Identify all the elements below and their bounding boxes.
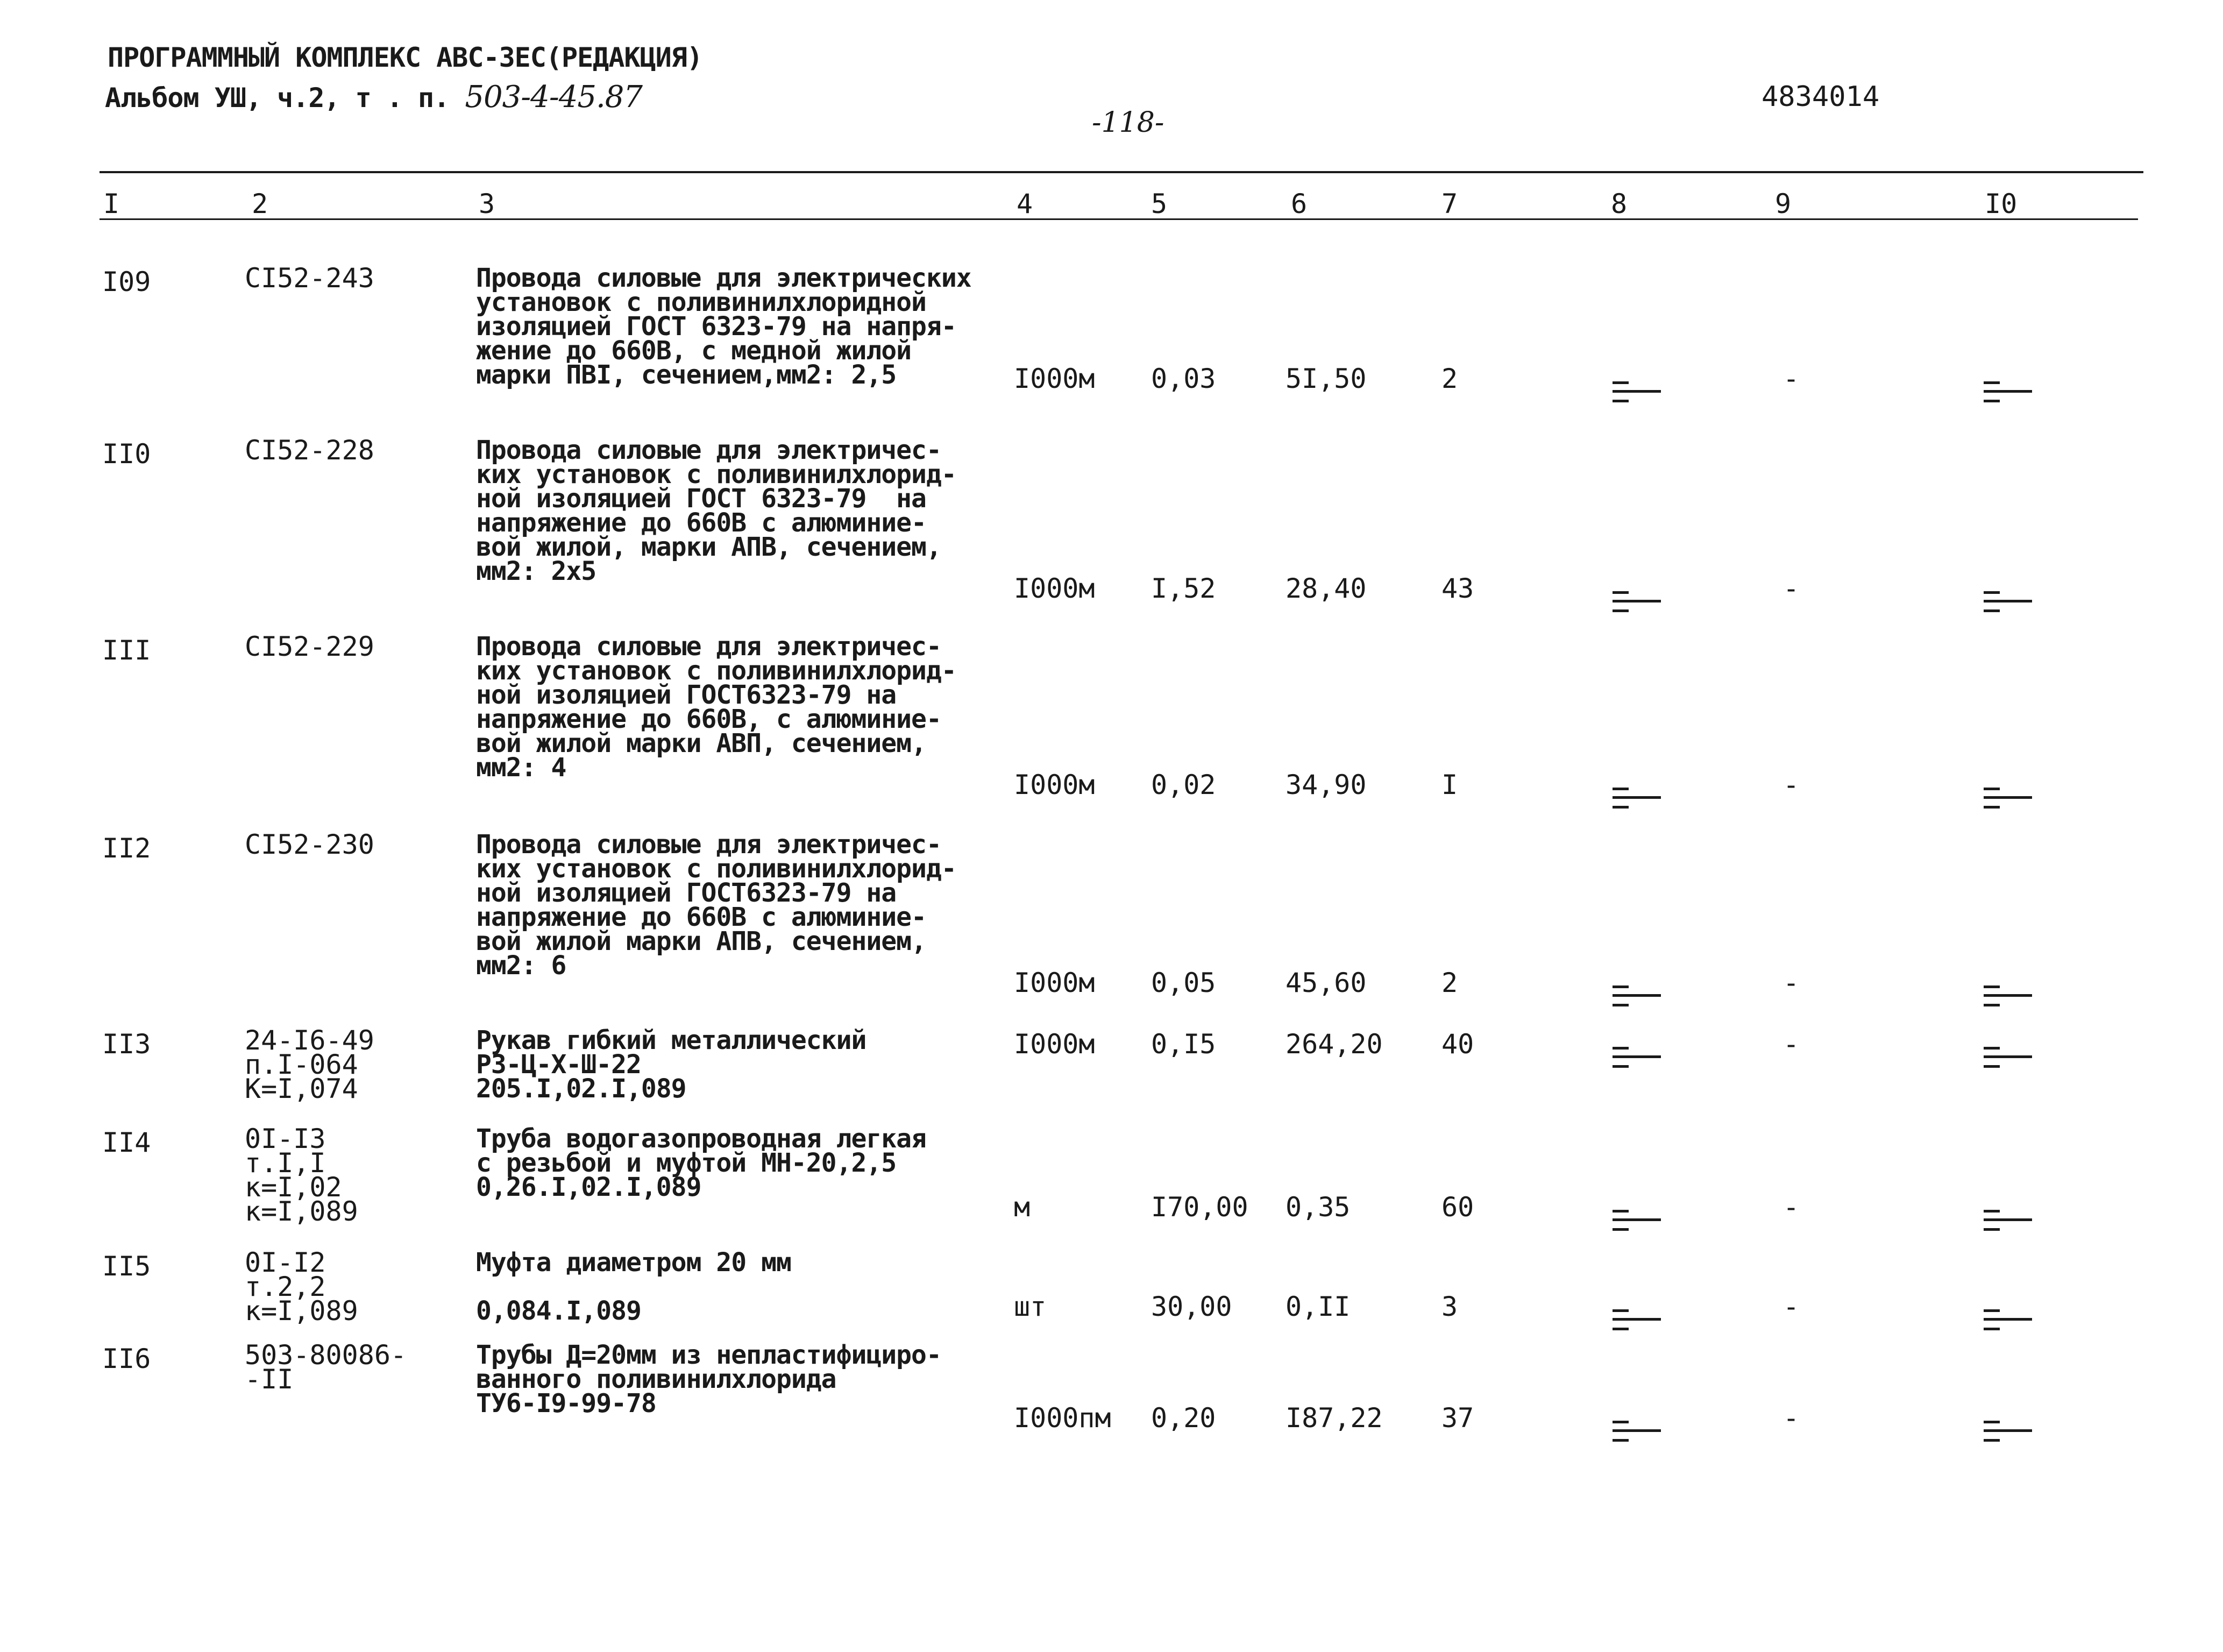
ditto-stroke [1984, 1004, 2000, 1006]
price-code: CI52-228 [245, 435, 374, 466]
row-number: III [102, 635, 151, 666]
price-code: CI52-243 [245, 263, 374, 294]
quantity: I70,00 [1151, 1192, 1248, 1223]
unit-of-measure: I000м [1014, 967, 1095, 998]
item-description: Провода силовые для электричес- ких установок с поливинилхлорид- ной изоляцией ГОСТ6323-79 на напряжение до 660В, с алюминие- вой жилой марки АВП, сечением, мм2: 4 [476, 632, 956, 783]
column-header-9: 9 [1775, 188, 1792, 219]
ditto-stroke [1984, 1309, 2000, 1312]
column-9-value: - [1783, 573, 1800, 604]
unit-of-measure: шт [1014, 1291, 1047, 1322]
ditto-mark-col8 [1608, 379, 1662, 406]
column-header-4: 4 [1017, 188, 1033, 219]
ditto-stroke [1613, 1318, 1661, 1321]
ditto-mark-col8 [1608, 785, 1662, 812]
top-rule [100, 171, 2143, 173]
ditto-stroke [1613, 1004, 1629, 1006]
unit-price: 0,35 [1285, 1192, 1351, 1223]
ditto-stroke [1984, 796, 2032, 799]
row-number: II2 [102, 833, 151, 864]
column-header-7: 7 [1441, 188, 1458, 219]
ditto-stroke [1613, 600, 1661, 602]
unit-price: 5I,50 [1285, 363, 1367, 394]
ditto-stroke [1984, 1047, 2000, 1050]
column-9-value: - [1783, 1402, 1800, 1434]
unit-of-measure: I000м [1014, 363, 1095, 394]
unit-price: 28,40 [1285, 573, 1367, 604]
row-number: I09 [102, 266, 151, 297]
unit-of-measure: I000пм [1014, 1402, 1111, 1434]
ditto-stroke [1613, 609, 1629, 612]
total-cost: 3 [1441, 1291, 1458, 1322]
row-number: II0 [102, 438, 151, 470]
ditto-mark-col8 [1608, 1208, 1662, 1235]
ditto-mark-col10 [1979, 1045, 2033, 1072]
ditto-stroke [1984, 1439, 2000, 1442]
ditto-mark-col10 [1979, 379, 2033, 406]
ditto-stroke [1984, 994, 2032, 997]
item-description: Провода силовые для электричес- ких установок с поливинилхлорид- ной изоляцией ГОСТ6323-79 на напряжение до 660В с алюминие- вой жилой марки АПВ, сечением, мм2: 6 [476, 829, 956, 981]
ditto-stroke [1984, 600, 2032, 602]
ditto-stroke [1613, 390, 1661, 393]
row-number: II5 [102, 1251, 151, 1282]
unit-price: 264,20 [1285, 1029, 1383, 1060]
ditto-stroke [1984, 1328, 2000, 1330]
unit-of-measure: I000м [1014, 1029, 1095, 1060]
quantity: 0,I5 [1151, 1029, 1216, 1060]
column-header-rule [100, 218, 2138, 220]
item-description: Рукав гибкий металлический Р3-Ц-Х-Ш-22 205.I,02.I,089 [476, 1025, 867, 1104]
ditto-stroke [1984, 1065, 2000, 1068]
column-header-8: 8 [1611, 188, 1628, 219]
ditto-mark-col10 [1979, 1208, 2033, 1235]
price-code: 503-80086- -II [245, 1339, 407, 1395]
ditto-stroke [1984, 1210, 2000, 1213]
unit-price: 0,II [1285, 1291, 1351, 1322]
column-header-1: I [103, 188, 120, 219]
ditto-mark-col10 [1979, 589, 2033, 616]
ditto-mark-col8 [1608, 1307, 1662, 1334]
ditto-stroke [1984, 390, 2032, 393]
unit-of-measure: м [1014, 1192, 1031, 1223]
ditto-stroke [1613, 1047, 1629, 1050]
total-cost: 43 [1441, 573, 1474, 604]
ditto-mark-col10 [1979, 1307, 2033, 1334]
album-reference [105, 80, 642, 115]
ditto-mark-col8 [1608, 1419, 1662, 1445]
ditto-stroke [1613, 796, 1661, 799]
total-cost: I [1441, 769, 1458, 800]
price-code: 24-I6-49 п.I-064 К=I,074 [245, 1025, 374, 1104]
ditto-mark-col10 [1979, 1419, 2033, 1445]
price-code: 0I-I3 т.I,I к=I,02 к=I,089 [245, 1123, 358, 1227]
quantity: 0,20 [1151, 1402, 1216, 1434]
total-cost: 60 [1441, 1192, 1474, 1223]
column-9-value: - [1783, 1192, 1800, 1223]
ditto-stroke [1613, 591, 1629, 594]
price-code: CI52-230 [245, 829, 374, 860]
quantity: 0,05 [1151, 967, 1216, 998]
item-description: Трубы Д=20мм из непластифициро- ванного поливинилхлорида ТУ6-I9-99-78 [476, 1340, 941, 1419]
column-9-value: - [1783, 769, 1800, 800]
total-cost: 40 [1441, 1029, 1474, 1060]
ditto-stroke [1613, 806, 1629, 809]
ditto-stroke [1984, 381, 2000, 384]
column-9-value: - [1783, 1291, 1800, 1322]
unit-of-measure: I000м [1014, 573, 1095, 604]
ditto-stroke [1984, 1218, 2032, 1221]
total-cost: 37 [1441, 1402, 1474, 1434]
price-code: CI52-229 [245, 631, 374, 662]
ditto-stroke [1613, 1429, 1661, 1432]
document-number: 4834014 [1762, 81, 1880, 113]
price-code: 0I-I2 т.2,2 к=I,089 [245, 1247, 358, 1327]
total-cost: 2 [1441, 967, 1458, 998]
ditto-mark-col10 [1979, 983, 2033, 1010]
row-number: II6 [102, 1343, 151, 1374]
ditto-stroke [1613, 381, 1629, 384]
project-number: 503-4-45.87 [465, 80, 643, 115]
ditto-stroke [1613, 1228, 1629, 1231]
ditto-stroke [1984, 985, 2000, 988]
page-number: -118- [1092, 107, 1164, 139]
ditto-stroke [1613, 788, 1629, 790]
column-9-value: - [1783, 1029, 1800, 1060]
ditto-stroke [1613, 1328, 1629, 1330]
ditto-stroke [1984, 1055, 2032, 1058]
ditto-stroke [1613, 985, 1629, 988]
quantity: 0,02 [1151, 769, 1216, 800]
ditto-stroke [1984, 1421, 2000, 1423]
ditto-stroke [1613, 1309, 1629, 1312]
ditto-mark-col8 [1608, 983, 1662, 1010]
row-number: II3 [102, 1029, 151, 1060]
ditto-mark-col10 [1979, 785, 2033, 812]
ditto-stroke [1613, 1421, 1629, 1423]
unit-price: I87,22 [1285, 1402, 1383, 1434]
ditto-stroke [1984, 609, 2000, 612]
row-number: II4 [102, 1127, 151, 1158]
ditto-stroke [1613, 1055, 1661, 1058]
ditto-stroke [1984, 1318, 2032, 1321]
column-header-5: 5 [1151, 188, 1168, 219]
ditto-stroke [1613, 1210, 1629, 1213]
ditto-stroke [1613, 1218, 1661, 1221]
item-description: Муфта диаметром 20 мм 0,084.I,089 [476, 1247, 791, 1326]
ditto-stroke [1984, 788, 2000, 790]
column-9-value: - [1783, 363, 1800, 394]
ditto-stroke [1984, 400, 2000, 402]
column-header-10: I0 [1985, 188, 2018, 219]
item-description: Провода силовые для электричес- ких установок с поливинилхлорид- ной изоляцией ГОСТ 6323-79 на напряжение до 660В с алюминие- вой жилой, марки АПВ, сечением, мм2: 2х5 [476, 435, 956, 586]
column-header-6: 6 [1291, 188, 1308, 219]
ditto-stroke [1613, 400, 1629, 402]
ditto-stroke [1984, 1228, 2000, 1231]
unit-price: 45,60 [1285, 967, 1367, 998]
total-cost: 2 [1441, 363, 1458, 394]
unit-of-measure: I000м [1014, 769, 1095, 800]
ditto-stroke [1613, 1439, 1629, 1442]
item-description: Провода силовые для электрических установок с поливинилхлоридной изоляцией ГОСТ 6323-79 на напря- жение до 660В, с медной жилой марки ПВI, сечением,мм2: 2,5 [476, 263, 971, 390]
unit-price: 34,90 [1285, 769, 1367, 800]
ditto-stroke [1613, 994, 1661, 997]
quantity: I,52 [1151, 573, 1216, 604]
quantity: 30,00 [1151, 1291, 1232, 1322]
program-title: ПРОГРАММНЫЙ КОМПЛЕКС АВС-3ЕС(РЕДАКЦИЯ) [108, 42, 702, 73]
column-header-3: 3 [479, 188, 495, 219]
ditto-stroke [1613, 1065, 1629, 1068]
column-header-2: 2 [252, 188, 268, 219]
ditto-mark-col8 [1608, 1045, 1662, 1072]
ditto-mark-col8 [1608, 589, 1662, 616]
quantity: 0,03 [1151, 363, 1216, 394]
ditto-stroke [1984, 591, 2000, 594]
item-description: Труба водогазопроводная легкая с резьбой и муфтой МН-20,2,5 0,26.I,02.I,089 [476, 1124, 926, 1202]
column-9-value: - [1783, 967, 1800, 998]
ditto-stroke [1984, 806, 2000, 809]
ditto-stroke [1984, 1429, 2032, 1432]
album-reference-prefix: Альбом УШ, ч.2, т . п. [105, 82, 450, 114]
